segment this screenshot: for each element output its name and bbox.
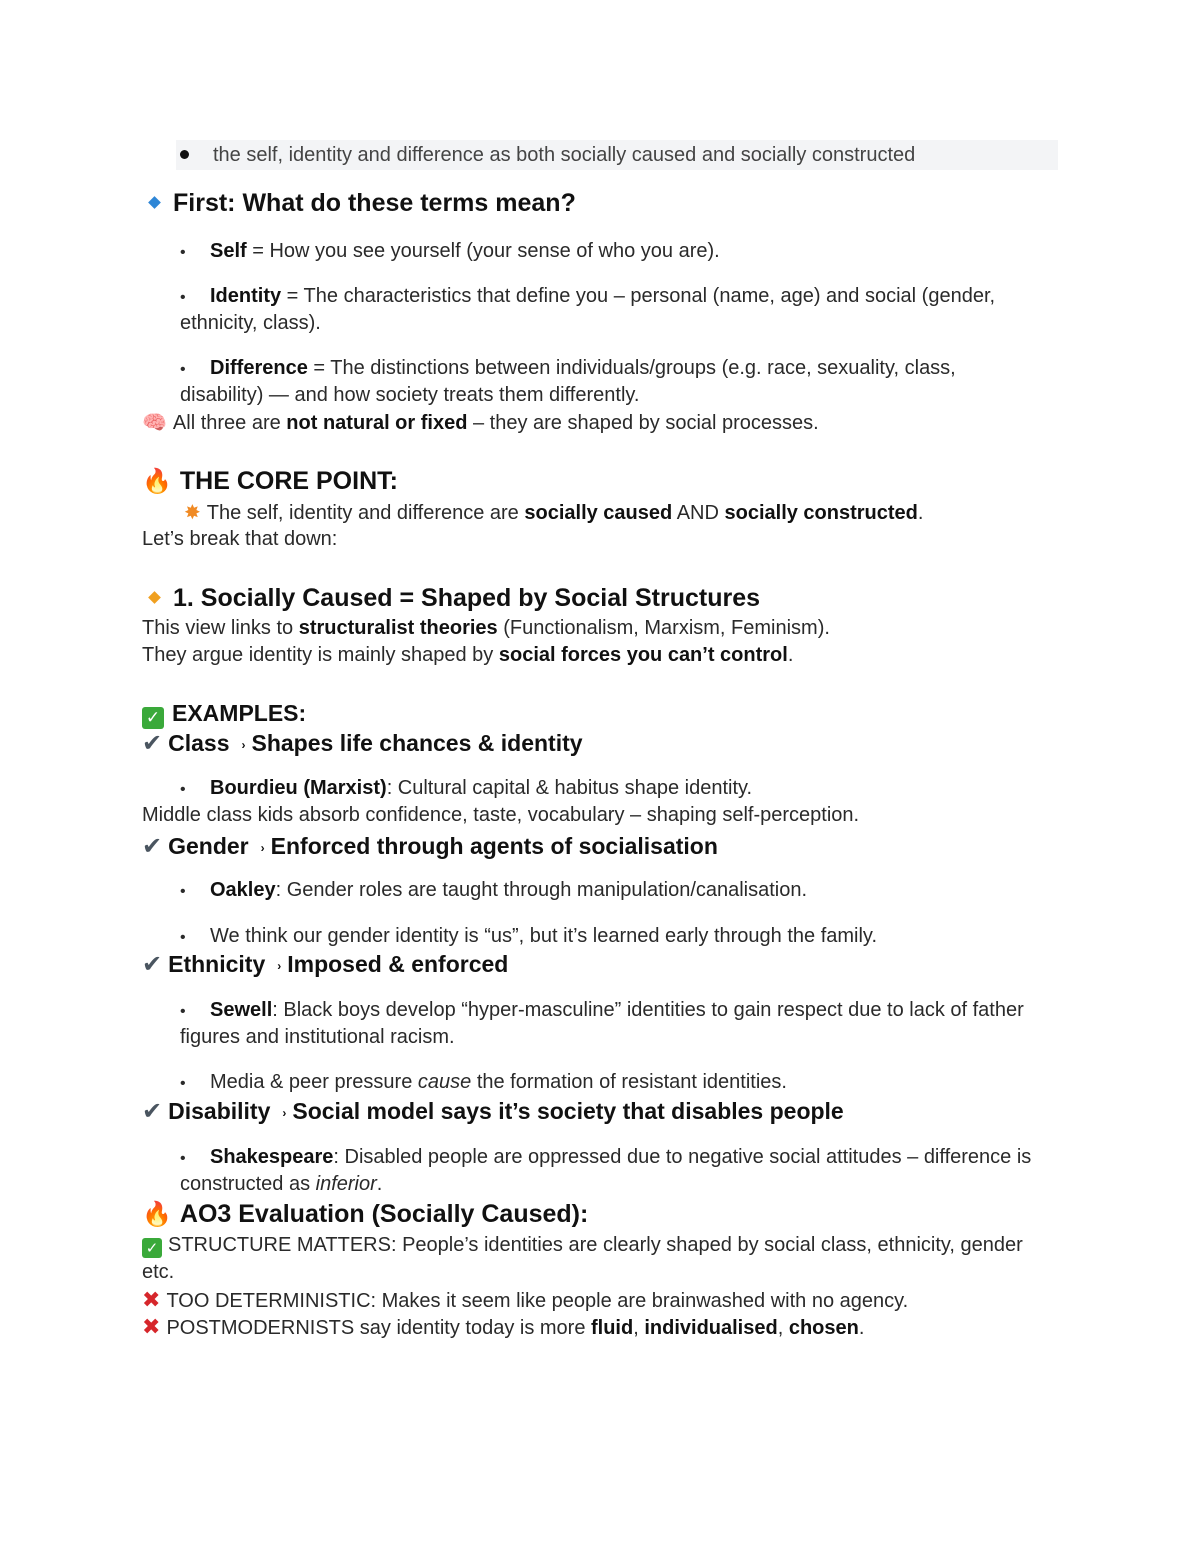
bullet-oakley: • Oakley: Gender roles are taught through manipulation/canalisation. (180, 877, 807, 905)
bullet-icon: • (180, 929, 186, 946)
breakdown-line: Let’s break that down: (142, 528, 338, 550)
bullet-shakespeare-1: • Shakespeare: Disabled people are oppressed due to negative social attitudes – difference is (180, 1144, 1031, 1172)
arrow-icon: › (241, 737, 246, 752)
bullet-icon: • (180, 244, 186, 261)
bullet-gender-note: • We think our gender identity is “us”, but it’s learned early through the family. (180, 923, 877, 951)
bullet-sewell-1: • Sewell: Black boys develop “hyper-masculine” identities to gain respect due to lack of father (180, 997, 1024, 1025)
examples-heading: ✓ EXAMPLES: (142, 698, 306, 729)
check-icon: ✔ (142, 1097, 163, 1125)
bullet-identity-1: • Identity = The characteristics that define you – personal (name, age) and social (gender, (180, 283, 995, 311)
bullet-sewell-2: figures and institutional racism. (180, 1026, 455, 1048)
cross-icon: ✖ (142, 1288, 161, 1313)
ao3-point-structure: ✓ STRUCTURE MATTERS: People’s identities are clearly shaped by social class, ethnicity, gender (142, 1232, 1023, 1259)
top-bullet-text: the self, identity and difference as both socially caused and socially constructed (213, 144, 916, 166)
bullet-self: • Self = How you see yourself (your sense of who you are). (180, 238, 720, 266)
ao3-point-postmodernists: ✖ POSTMODERNISTS say identity today is more fluid, individualised, chosen. (142, 1315, 865, 1340)
bullet-difference-1: • Difference = The distinctions between individuals/groups (e.g. race, sexuality, class, (180, 355, 956, 383)
ao3-point-structure-cont: etc. (142, 1261, 175, 1283)
cross-icon: ✖ (142, 1315, 161, 1340)
check-icon: ✔ (142, 950, 163, 978)
arrow-icon: › (282, 1105, 287, 1120)
example-class: ✔ Class › Shapes life chances & identity (142, 729, 583, 757)
section-heading-ao3: 🔥 AO3 Evaluation (Socially Caused): (142, 1200, 589, 1228)
bullet-media: • Media & peer pressure cause the formation of resistant identities. (180, 1069, 787, 1097)
bullet-icon: • (180, 361, 186, 378)
fire-icon: 🔥 (142, 1200, 172, 1228)
section-heading-socially-caused: 1. Socially Caused = Shaped by Social Structures (144, 583, 760, 613)
note-not-natural: 🧠 All three are not natural or fixed – they are shaped by social processes. (142, 410, 819, 434)
middle-class-line: Middle class kids absorb confidence, taste, vocabulary – shaping self-perception. (142, 804, 860, 826)
check-icon: ✔ (142, 832, 163, 860)
bullet-identity-2: ethnicity, class). (180, 312, 321, 334)
example-ethnicity: ✔ Ethnicity › Imposed & enforced (142, 950, 509, 978)
bullet-bourdieu: • Bourdieu (Marxist): Cultural capital & habitus shape identity. (180, 775, 752, 803)
section-heading-core-point: 🔥 THE CORE POINT: (142, 467, 398, 495)
example-disability: ✔ Disability › Social model says it’s society that disables people (142, 1097, 844, 1125)
orange-diamond-icon (148, 591, 161, 604)
bullet-icon: • (180, 781, 186, 798)
bullet-shakespeare-2: constructed as inferior. (180, 1173, 383, 1195)
blue-diamond-icon (148, 196, 161, 209)
green-check-icon: ✓ (142, 707, 164, 729)
core-point-line: ✸ The self, identity and difference are socially caused AND socially constructed. (184, 500, 924, 524)
bullet-icon: • (180, 1150, 186, 1167)
example-gender: ✔ Gender › Enforced through agents of socialisation (142, 832, 718, 860)
collision-icon: ✸ (184, 500, 201, 524)
bullet-icon: • (180, 289, 186, 306)
bullet-difference-2: disability) — and how society treats them differently. (180, 384, 640, 406)
arrow-icon: › (260, 840, 265, 855)
ao3-point-deterministic: ✖ TOO DETERMINISTIC: Makes it seem like people are brainwashed with no agency. (142, 1288, 909, 1313)
arrow-icon: › (277, 958, 282, 973)
top-bullet (176, 140, 1058, 170)
bullet-icon: • (180, 1075, 186, 1092)
check-icon: ✔ (142, 729, 163, 757)
bullet-icon: • (180, 1003, 186, 1020)
bullet-icon: • (180, 883, 186, 900)
section-heading-terms: First: What do these terms mean? (144, 188, 576, 218)
bullet-dot-icon (180, 150, 189, 159)
green-check-icon: ✓ (142, 1238, 162, 1258)
social-forces-line: They argue identity is mainly shaped by social forces you can’t control. (142, 644, 794, 666)
structuralist-line: This view links to structuralist theories (Functionalism, Marxism, Feminism). (142, 617, 830, 639)
fire-icon: 🔥 (142, 467, 172, 495)
brain-icon: 🧠 (142, 410, 167, 434)
